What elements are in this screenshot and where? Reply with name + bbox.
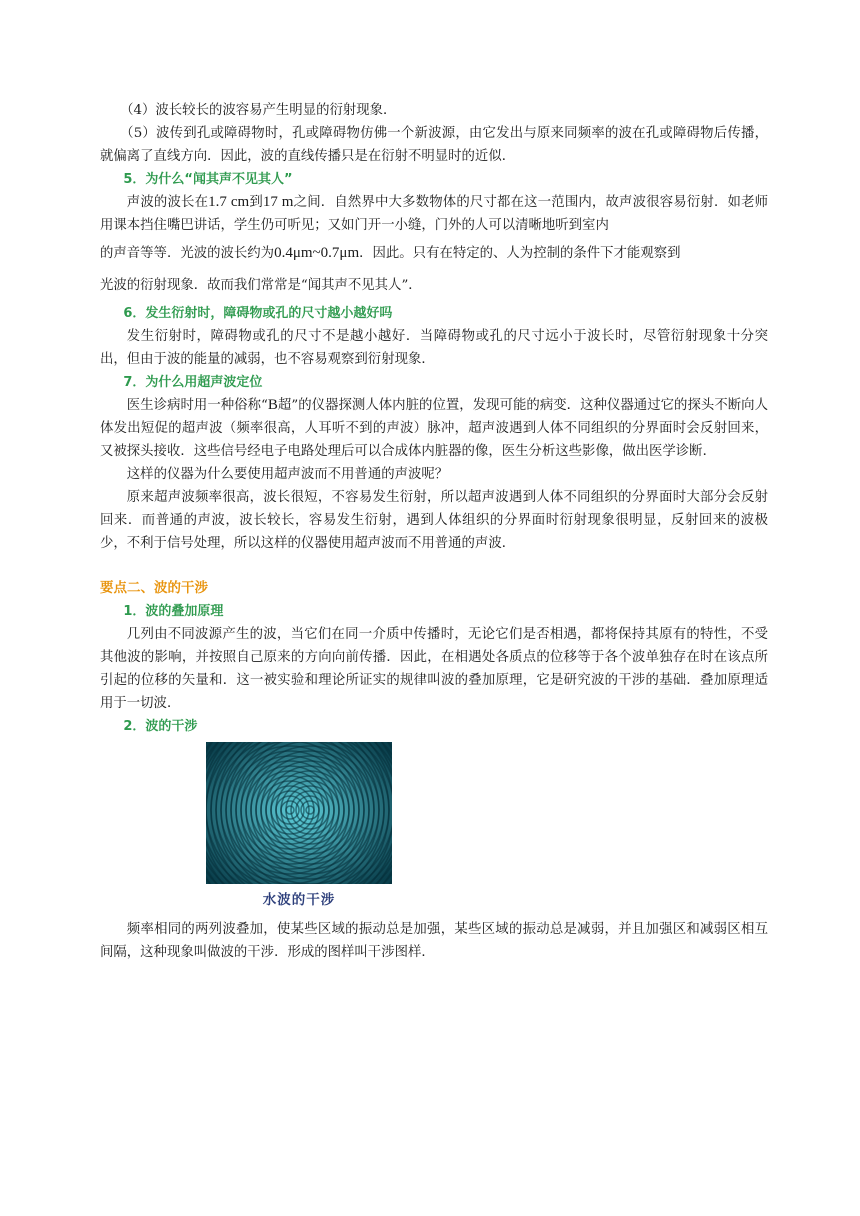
section-7-body-1 bbox=[100, 394, 768, 463]
text: 声波的波长在 bbox=[126, 195, 209, 210]
section-6-heading: 6．发生衍射时，障碍物或孔的尺寸越小越好吗 bbox=[123, 306, 393, 321]
section-7-body-2: 这样的仪器为什么要使用超声波而不用普通的声波呢？ bbox=[126, 467, 449, 482]
b-letter: B bbox=[267, 397, 278, 413]
key-point-2-heading: 要点二、波的干涉 bbox=[100, 580, 208, 596]
section-5-body-cont bbox=[100, 237, 768, 270]
water-wave-interference-image bbox=[206, 742, 392, 884]
figure-caption: 水波的干涉 bbox=[262, 892, 336, 908]
text: 之间．自然界中大多数物体的尺寸都在这一范围内，故声波很容易衍射．如老师用课本挡住嘴巴讲话，学生仍可听见；又如门开一小缝，门外的人可以清晰地听到室内 bbox=[100, 195, 769, 233]
interference-heading: 2．波的干涉 bbox=[123, 719, 198, 734]
text: 医生诊病时用一种俗称“ bbox=[126, 398, 268, 413]
light-wavelength-range: 0.4μm~0.7μm bbox=[274, 245, 360, 261]
section-5-heading: 5．为什么“闻其声不见其人” bbox=[123, 172, 293, 187]
text: 超”的仪器探测人体内脏的位置，发现可能的病变．这种仪器通过它的探头不断向人体发出短促的超声波（频率很高，人耳听不到的声波）脉冲，超声波遇到人体不同组织的分界面时会反射回来，又被探头接收．这些信号经电子电路处理后可以合成体内脏器的像，医生分析这些影像，做出医学诊断． bbox=[100, 398, 768, 459]
section-6-body: 发生衍射时，障碍物或孔的尺寸不是越小越好．当障碍物或孔的尺寸远小于波长时，尽管衍射现象十分突出，但由于波的能量的减弱，也不容易观察到衍射现象． bbox=[100, 329, 768, 367]
text: 的声音等等．光波的波长约为 bbox=[100, 246, 275, 261]
superposition-heading: 1．波的叠加原理 bbox=[123, 604, 224, 619]
text: 到 bbox=[249, 195, 263, 210]
page-content bbox=[100, 99, 768, 964]
wavelength-min: 1.7 cm bbox=[208, 194, 250, 210]
paragraph-4: （4）波长较长的波容易产生明显的衍射现象． bbox=[120, 103, 397, 118]
paragraph-5: （5）波传到孔或障碍物时，孔或障碍物仿佛一个新波源，由它发出与原来同频率的波在孔或障碍物后传播，就偏离了直线方向．因此，波的直线传播只是在衍射不明显时的近似． bbox=[100, 126, 768, 164]
section-5-body-end: 光波的衍射现象．故而我们常常是“闻其声不见其人”． bbox=[100, 278, 422, 293]
section-7-body-3: 原来超声波频率很高，波长很短，不容易发生衍射，所以超声波遇到人体不同组织的分界面时大部分会反射回来．而普通的声波，波长较长，容易发生衍射，遇到人体组织的分界面时衍射现象很明显，反射回来的波极少，不利于信号处理，所以这样的仪器使用超声波而不用普通的声波． bbox=[100, 490, 768, 551]
section-7-heading: 7．为什么用超声波定位 bbox=[123, 375, 263, 390]
interference-body: 频率相同的两列波叠加，使某些区域的振动总是加强，某些区域的振动总是减弱，并且加强区和减弱区相互间隔，这种现象叫做波的干涉．形成的图样叫干涉图样． bbox=[100, 922, 768, 960]
superposition-body: 几列由不同波源产生的波，当它们在同一介质中传播时，无论它们是否相遇，都将保持其原有的特性，不受其他波的影响，并按照自己原来的方向向前传播．因此，在相遇处各质点的位移等于各个波单独存在时在该点所引起的位移的矢量和．这一被实验和理论所证实的规律叫波的叠加原理，它是研究波的干涉的基础．叠加原理适用于一切波． bbox=[100, 627, 768, 711]
wavelength-max: 17 m bbox=[262, 194, 294, 210]
interference-figure bbox=[206, 742, 392, 910]
section-5-body bbox=[100, 191, 768, 237]
text: ．因此。只有在特定的、人为控制的条件下才能观察到 bbox=[359, 246, 681, 261]
